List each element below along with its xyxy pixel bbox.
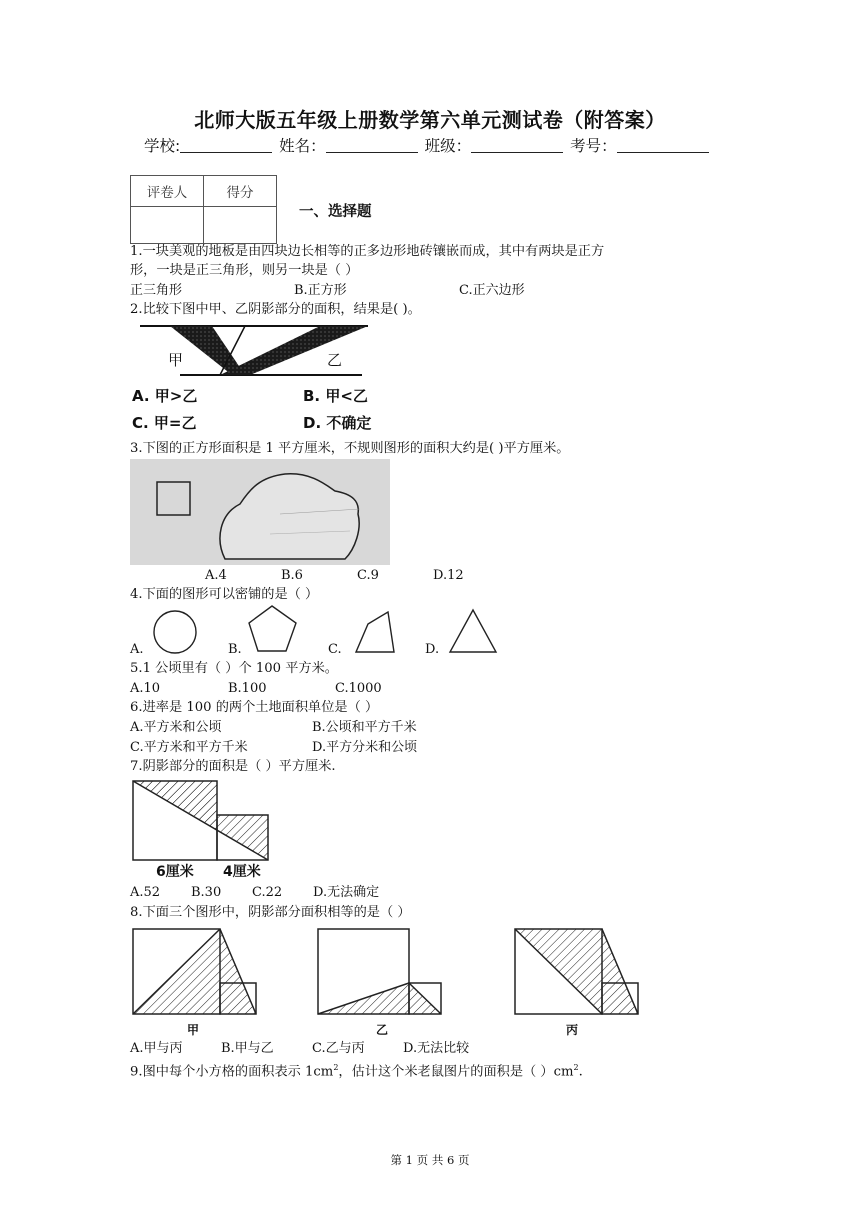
q2-text: 2.比较下图中甲、乙阴影部分的面积，结果是( )。: [130, 302, 421, 317]
school-label: 学校:: [144, 137, 181, 155]
name-field[interactable]: [326, 138, 418, 153]
q7-option-d: D.无法确定: [313, 885, 380, 900]
q3-option-d: D.12: [433, 568, 464, 583]
q5-option-a: A.10: [130, 681, 161, 696]
q6-text: 6.进率是 100 的两个土地面积单位是（ ）: [130, 700, 379, 715]
page-footer: 第 1 页 共 6 页: [390, 1153, 470, 1167]
q7-label-4cm: 4厘米: [223, 864, 261, 880]
q3-option-b: B.6: [281, 568, 303, 583]
q4-text: 4.下面的图形可以密铺的是（ ）: [130, 587, 319, 602]
number-label: 考号：: [570, 137, 617, 155]
score-cell[interactable]: [204, 207, 277, 244]
q2-option-a: A. 甲>乙: [132, 387, 198, 405]
grader-table: [130, 175, 277, 244]
q1-line1: 1.一块美观的地板是由四块边长相等的正多边形地砖镶嵌而成，其中有两块是正方: [130, 244, 605, 259]
student-info-line: [144, 134, 711, 156]
q8-label-yi: 乙: [376, 1023, 389, 1037]
q8-option-c: C.乙与丙: [312, 1041, 365, 1056]
q7-option-a: A.52: [130, 885, 161, 900]
q8-label-jia: 甲: [187, 1023, 200, 1037]
q6-option-a: A.平方米和公顷: [130, 720, 222, 735]
q7-option-c: C.22: [252, 885, 283, 900]
q4-option-b: B.: [228, 642, 242, 657]
q8-option-d: D.无法比较: [403, 1041, 470, 1056]
q3-option-a: A.4: [205, 568, 227, 583]
page-title: 北师大版五年级上册数学第六单元测试卷（附答案）: [194, 108, 666, 132]
q1-option-a: 正三角形: [130, 283, 183, 298]
q8-option-a: A.甲与丙: [130, 1041, 183, 1056]
q1-line2: 形，一块是正三角形，则另一块是（ ）: [130, 263, 359, 278]
q6-option-c: C.平方米和平方千米: [130, 740, 248, 755]
q6-option-d: D.平方分米和公顷: [312, 740, 418, 755]
q8-text: 8.下面三个图形中，阴影部分面积相等的是（ ）: [130, 905, 411, 920]
q3-figure: [130, 459, 390, 565]
q8-option-b: B.甲与乙: [221, 1041, 274, 1056]
class-label: 班级：: [424, 137, 472, 155]
school-field[interactable]: [180, 138, 272, 153]
q4-option-a: A.: [130, 642, 144, 657]
q9-text-a: 9.图中每个小方格的面积表示 1cm: [130, 1064, 334, 1080]
q5-text: 5.1 公顷里有（ ）个 100 平方米。: [130, 661, 338, 676]
q4-option-c: C.: [328, 642, 342, 657]
triangle-shape: [448, 608, 498, 654]
number-field[interactable]: [617, 138, 709, 153]
score-header: 得分: [204, 176, 277, 207]
q7-option-b: B.30: [191, 885, 222, 900]
q9-text-b: ，估计这个米老鼠图片的面积是（ ）cm: [338, 1064, 574, 1080]
q7-text: 7.阴影部分的面积是（ ）平方厘米.: [130, 759, 336, 774]
q9-text: [130, 1058, 583, 1081]
q4-option-d: D.: [425, 642, 440, 657]
q9-sup-1: 2: [333, 1063, 339, 1072]
section-title: 一、选择题: [299, 204, 372, 220]
grader-header: 评卷人: [131, 176, 204, 207]
q9-text-c: .: [578, 1064, 583, 1080]
q3-text: 3.下图的正方形面积是 1 平方厘米，不规则图形的面积大约是( )平方厘米。: [130, 441, 570, 456]
q8-label-bing: 丙: [566, 1023, 579, 1037]
circle-shape: [152, 610, 198, 656]
q3-option-c: C.9: [357, 568, 379, 583]
q1-option-b: B.正方形: [294, 283, 347, 298]
q8-figure-jia: [130, 925, 260, 1017]
name-label: 姓名：: [279, 137, 326, 155]
quadrilateral-shape: [350, 608, 398, 656]
q2-option-d: D. 不确定: [303, 414, 372, 432]
q2-option-b: B. 甲<乙: [303, 387, 368, 405]
pentagon-shape: [246, 604, 298, 654]
q5-option-c: C.1000: [335, 681, 382, 696]
q7-figure: [130, 778, 272, 864]
grader-cell[interactable]: [131, 207, 204, 244]
q1-option-c: C.正六边形: [459, 283, 525, 298]
class-field[interactable]: [471, 138, 563, 153]
q5-option-b: B.100: [228, 681, 267, 696]
q2-label-yi: 乙: [327, 351, 343, 369]
q6-option-b: B.公顷和平方千米: [312, 720, 417, 735]
q9-sup-2: 2: [573, 1063, 579, 1072]
q8-figure-yi: [315, 925, 445, 1017]
q8-figure-bing: [512, 925, 642, 1017]
q2-label-jia: 甲: [168, 351, 184, 369]
q2-option-c: C. 甲=乙: [132, 414, 197, 432]
q7-label-6cm: 6厘米: [156, 864, 194, 880]
